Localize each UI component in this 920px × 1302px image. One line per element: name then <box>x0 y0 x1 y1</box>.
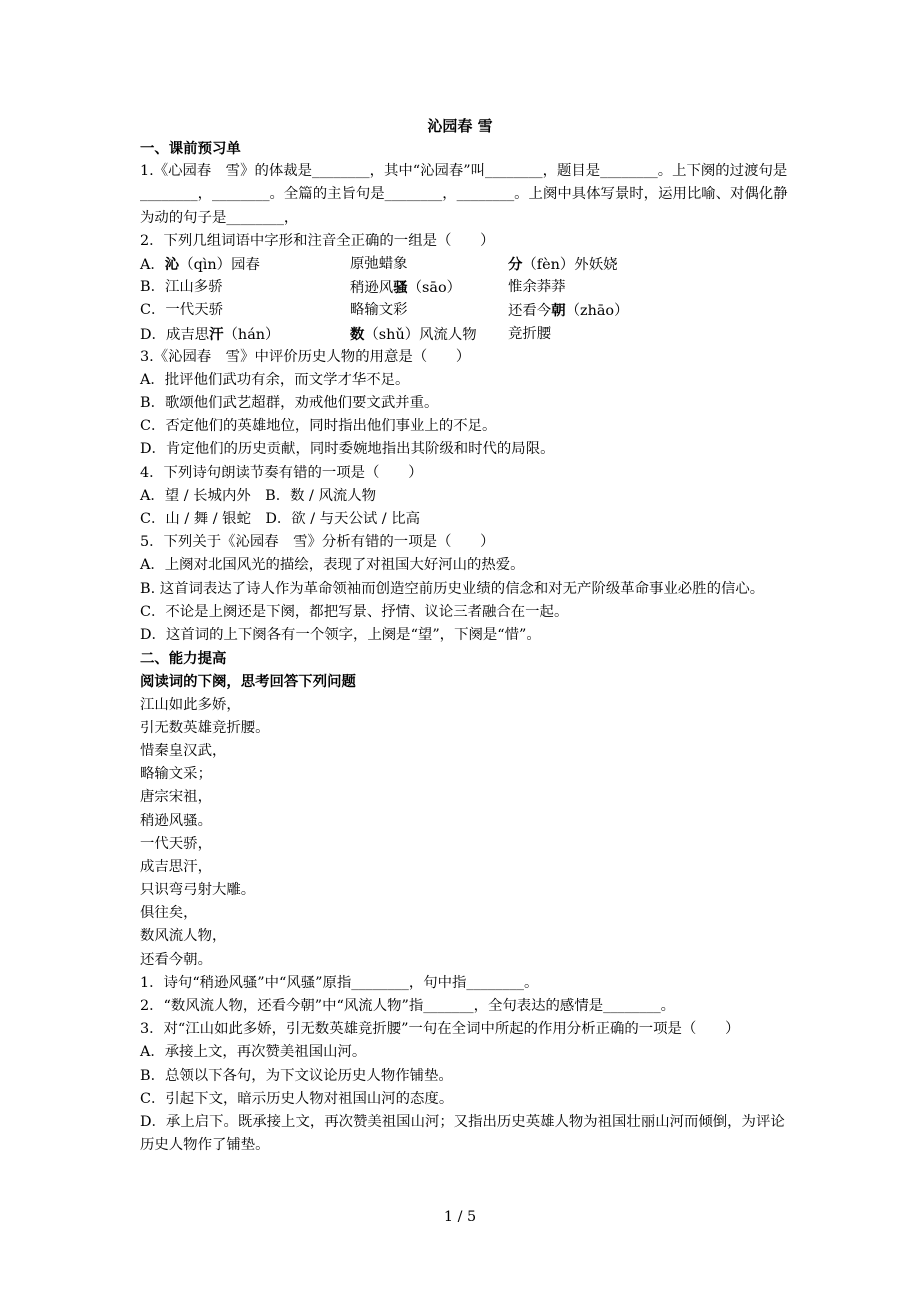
s2-q3-option-c: C．引起下文，暗示历史人物对祖国山河的态度。 <box>140 1090 454 1107</box>
poem-line: 俱往矣， <box>140 905 198 922</box>
q4-options-row2: C．山 / 舞 / 银蛇 D．欲 / 与天公试 / 比高 <box>140 511 421 528</box>
q5-stem: 5．下列关于《沁园春 雪》分析有错的一项是（ ） <box>140 534 495 551</box>
q5-option-c: C．不论是上阕还是下阕，都把写景、抒情、议论三者融合在一起。 <box>140 603 569 620</box>
poem-line: 引无数英雄竞折腰。 <box>140 719 270 736</box>
q3-stem: 3.《沁园春 雪》中评价历史人物的用意是（ ） <box>140 348 471 365</box>
s2-q3-option-a: A．承接上文，再次赞美祖国山河。 <box>140 1044 367 1061</box>
s2-q2: 2．“数风流人物，还看今朝”中“风流人物”指_______，全句表达的感情是________。 <box>140 998 676 1014</box>
q5-option-b: B. 这首词表达了诗人作为革命领袖而创造空前历史业绩的信念和对无产阶级革命事业必胜的信心。 <box>140 580 765 597</box>
poem-line: 江山如此多娇， <box>140 696 241 713</box>
q1-text: 1.《心园春 雪》的体裁是________，其中“沁园春”叫________，题目是________。上下阕的过渡句是________，________。全篇的主旨句是________，________。上阕中具体写景时，运用比喻、对偶化静为动的句子是________， <box>140 163 788 226</box>
s2-q3-option-b: B．总领以下各句，为下文议论历史人物作铺垫。 <box>140 1067 453 1084</box>
poem-line: 数风流人物， <box>140 928 227 945</box>
q3-option-b: B．歌颂他们武艺超群，劝戒他们要文武并重。 <box>140 395 439 412</box>
s2-q1: 1．诗句“稍逊风骚”中“风骚”原指________，句中指________。 <box>140 974 539 991</box>
s2-q3-option-d: D．承上启下。既承接上文，再次赞美祖国山河；又指出历史英雄人物为祖国壮丽山河而倾倒，为评论历史人物作了铺垫。 <box>140 1113 785 1154</box>
q3-option-a: A．批评他们武功有余，而文学才华不足。 <box>140 371 410 388</box>
q3-option-c: C．否定他们的英雄地位，同时指出他们事业上的不足。 <box>140 418 497 435</box>
q4-options-row1: A．望 / 长城内外 B．数 / 风流人物 <box>140 487 377 504</box>
poem-line: 惜秦皇汉武， <box>140 742 227 759</box>
page-number: 1 / 5 <box>443 1209 477 1225</box>
poem-line: 稍逊风骚。 <box>140 812 212 829</box>
section2-subheading: 阅读词的下阕，思考回答下列问题 <box>140 673 356 691</box>
page-title: 沁园春 雪 <box>427 117 493 135</box>
q2-option-c: C．一代天骄 略输文彩 还看今朝（zhāo） <box>140 302 629 320</box>
poem-line: 还看今朝。 <box>140 951 212 968</box>
section1-heading: 一、课前预习单 <box>140 140 241 157</box>
q2-option-d: D．成吉思汗（hán） 数（shǔ）风流人物 竞折腰 <box>140 325 552 343</box>
document-body <box>140 137 790 1157</box>
q3-option-d: D．肯定他们的历史贡献，同时委婉地指出其阶级和时代的局限。 <box>140 441 555 458</box>
q2-option-b: B．江山多骄 稍逊风骚（sāo） 惟余莽莽 <box>140 279 566 297</box>
q5-option-d: D．这首词的上下阕各有一个领字，上阕是“望”，下阕是“惜”。 <box>140 627 541 643</box>
poem-line: 略输文采； <box>140 766 212 783</box>
poem-line: 只识弯弓射大雕。 <box>140 882 256 899</box>
q2-option-a: A．沁（qìn）园春 原弛蜡象 分（fèn）外妖娆 <box>140 255 618 273</box>
q4-stem: 4．下列诗句朗读节奏有错的一项是（ ） <box>140 464 423 481</box>
poem-line: 唐宗宋祖， <box>140 789 212 806</box>
s2-q3-stem: 3．对“江山如此多娇，引无数英雄竞折腰”一句在全词中所起的作用分析正确的一项是（ ） <box>140 1021 740 1038</box>
q2-stem: 2．下列几组词语中字形和注音全正确的一组是（ ） <box>140 232 495 249</box>
poem-line: 一代天骄， <box>140 835 212 852</box>
section2-heading: 二、能力提高 <box>140 650 227 668</box>
poem <box>140 694 790 972</box>
poem-line: 成吉思汗， <box>140 858 212 875</box>
q5-option-a: A．上阕对北国风光的描绘，表现了对祖国大好河山的热爱。 <box>140 557 525 574</box>
